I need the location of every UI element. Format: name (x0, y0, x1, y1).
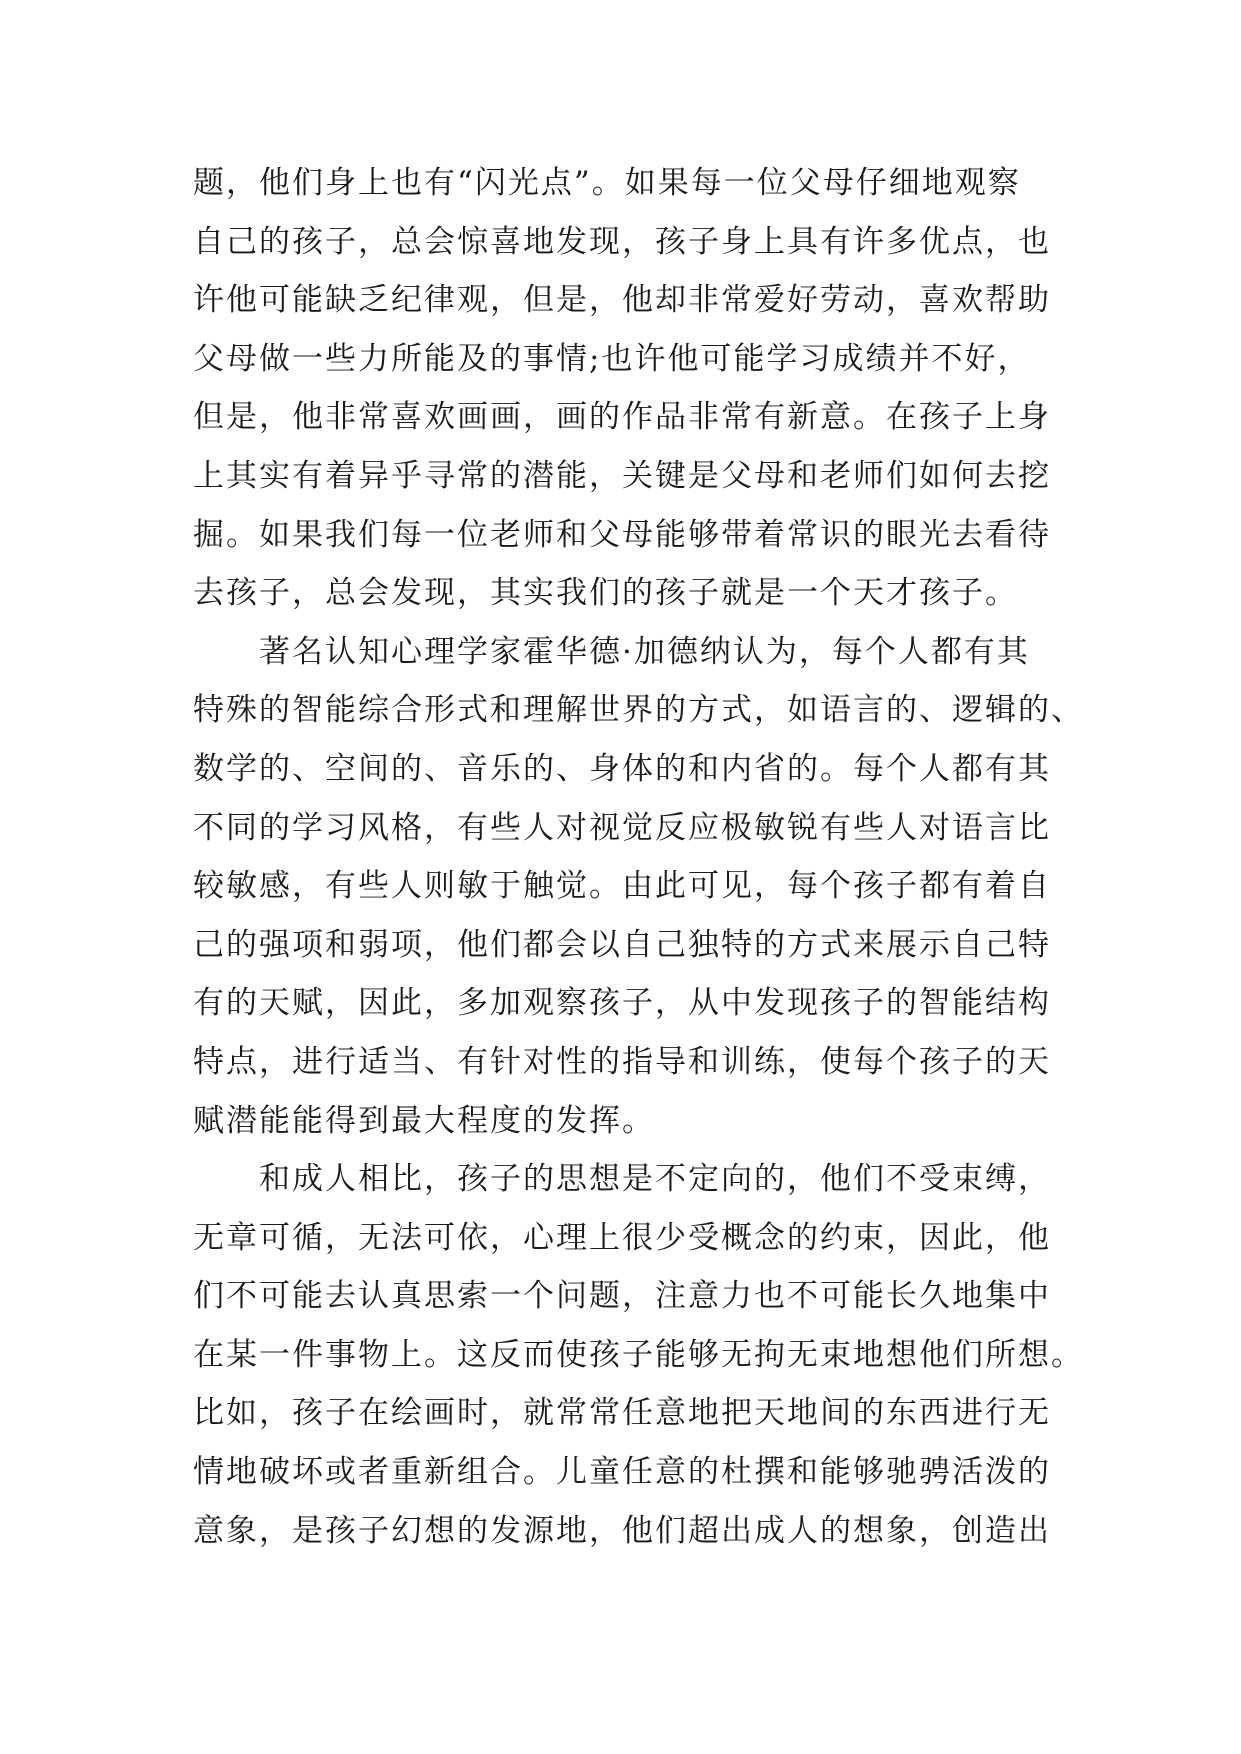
text-line: 特殊的智能综合形式和理解世界的方式，如语言的、逻辑的、 (193, 692, 1084, 729)
text-line: 著名认知心理学家霍华德·加德纳认为，每个人都有其 (193, 633, 1030, 670)
text-line: 情地破坏或者重新组合。儿童任意的杜撰和能够驰骋活泼的 (193, 1454, 1051, 1491)
text-line: 特点，进行适当、有针对性的指导和训练，使每个孩子的天 (193, 1043, 1051, 1080)
text-line: 在某一件事物上。这反而使孩子能够无拘无束地想他们所想。 (193, 1336, 1084, 1373)
text-line: 不同的学习风格，有些人对视觉反应极敏锐有些人对语言比 (193, 809, 1051, 846)
text-line: 无章可循，无法可依，心理上很少受概念的约束，因此，他 (193, 1219, 1051, 1256)
text-line: 较敏感，有些人则敏于触觉。由此可见，每个孩子都有着自 (193, 868, 1051, 905)
text-line: 己的强项和弱项，他们都会以自己独特的方式来展示自己特 (193, 926, 1051, 963)
text-line: 上其实有着异乎寻常的潜能，关键是父母和老师们如何去挖 (193, 457, 1051, 494)
text-line: 们不可能去认真思索一个问题，注意力也不可能长久地集中 (193, 1278, 1051, 1315)
text-line: 题，他们身上也有“闪光点”。如果每一位父母仔细地观察 (193, 165, 1021, 201)
text-line: 意象，是孩子幻想的发源地，他们超出成人的想象，创造出 (193, 1512, 1051, 1549)
text-line: 有的天赋，因此，多加观察孩子，从中发现孩子的智能结构 (193, 985, 1051, 1022)
text-line: 自己的孩子，总会惊喜地发现，孩子身上具有许多优点，也 (193, 223, 1051, 260)
text-line: 掘。如果我们每一位老师和父母能够带着常识的眼光去看待 (193, 516, 1051, 553)
text-line: 但是，他非常喜欢画画，画的作品非常有新意。在孩子上身 (193, 399, 1051, 436)
text-line: 数学的、空间的、音乐的、身体的和内省的。每个人都有其 (193, 750, 1051, 787)
text-line: 许他可能缺乏纪律观，但是，他却非常爱好劳动，喜欢帮助 (193, 282, 1051, 319)
body-text (193, 154, 1084, 1560)
text-line: 去孩子，总会发现，其实我们的孩子就是一个天才孩子。 (193, 575, 1018, 612)
text-line: 和成人相比，孩子的思想是不定向的，他们不受束缚， (193, 1161, 1051, 1198)
text-line: 比如，孩子在绘画时，就常常任意地把天地间的东西进行无 (193, 1395, 1051, 1432)
text-line: 父母做一些力所能及的事情;也许他可能学习成绩并不好， (193, 340, 1031, 377)
text-line: 赋潜能能得到最大程度的发挥。 (193, 1102, 655, 1139)
